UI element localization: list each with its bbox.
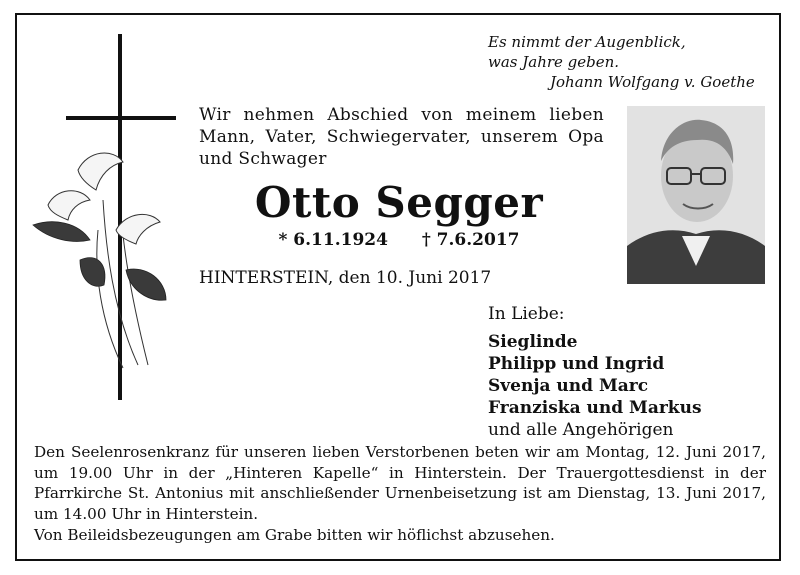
mourner-name: Svenja und Marc [488,376,649,396]
intro-text: Wir nehmen Abschied von meinem lieben Mann, Vater, Schwiegervater, unserem Opa und Schwager [199,105,604,169]
goethe-quote [488,32,768,92]
condolence-note: Von Beileidsbezeugungen am Grabe bitten wir höflichst abzusehen. [34,526,555,544]
cross-bar [66,116,176,120]
mourner-name: Philipp und Ingrid [488,354,665,374]
mourners-heading: In Liebe: [488,304,565,324]
mourners-closing: und alle Angehörigen [488,420,674,440]
service-info: Den Seelenrosenkranz für unseren lieben Verstorbenen beten wir am Montag, 12. Juni 2017, um 19.00 Uhr in der „Hinteren Kapelle“ in Hinterstein. Der Trauergottesdienst in der Pfarrkirche St. Antonius mit anschließender Urnenbeisetzung ist am Dienstag, 13. Juni 2017, um 14.00 Uhr in Hinterstein. [34,443,766,523]
quote-line: Es nimmt der Augenblick, [488,33,686,51]
portrait-photo [627,106,765,284]
deceased-name: Otto Segger [254,178,544,227]
birth-date: * 6.11.1924 [278,230,388,250]
quote-line: was Jahre geben. [488,53,620,71]
calla-lily-icon [28,140,178,370]
mourners-list [488,303,702,441]
quote-author: Johann Wolfgang v. Goethe [550,73,755,91]
mourner-name: Sieglinde [488,332,578,352]
life-dates [199,230,599,250]
mourner-name: Franziska und Markus [488,398,702,418]
place-date: HINTERSTEIN, den 10. Juni 2017 [199,268,492,288]
death-date: † 7.6.2017 [421,230,520,250]
